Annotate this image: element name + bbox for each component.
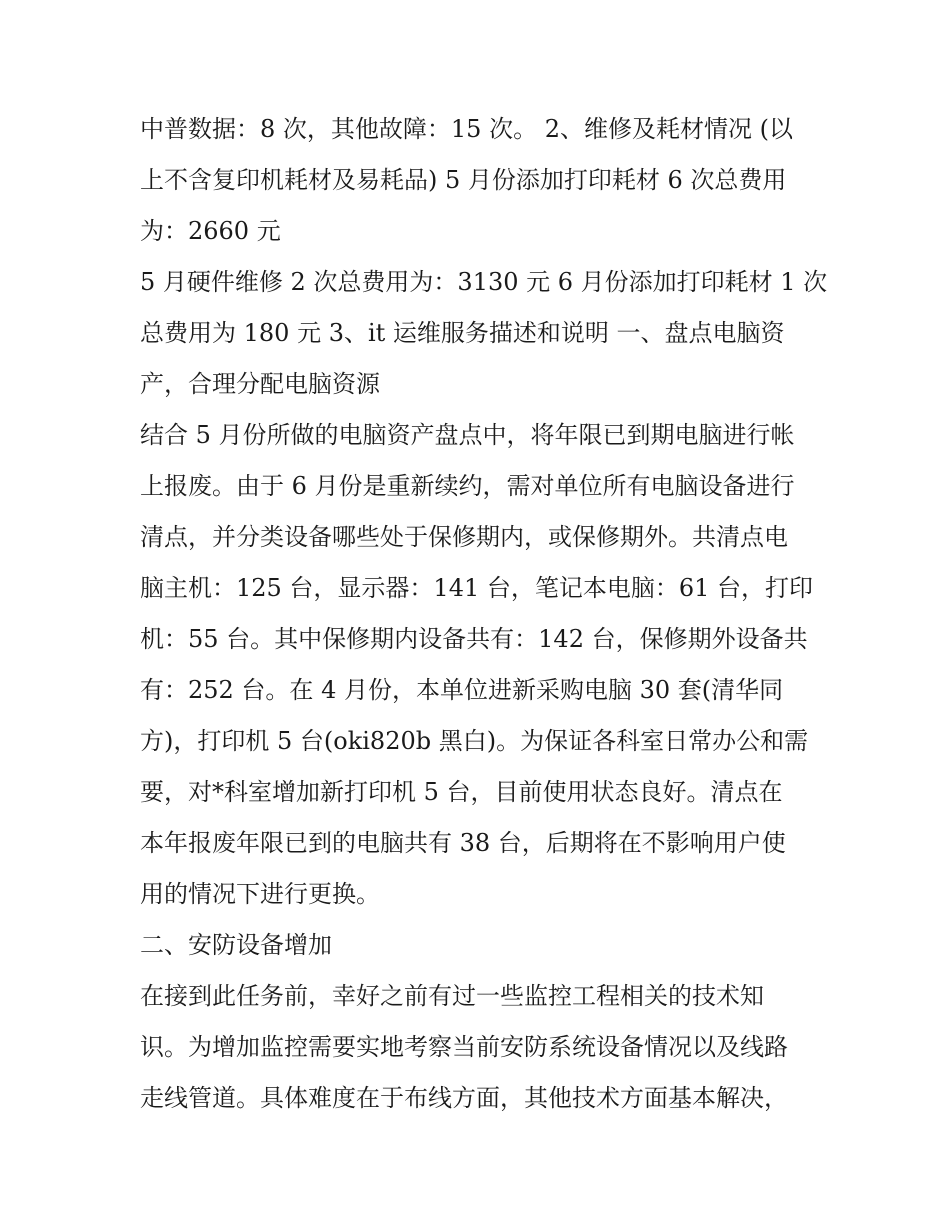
text-line: 方)，打印机 5 台(oki820b 黑白)。为保证各科室日常办公和需 [140, 727, 809, 755]
text-line: 上报废。由于 6 月份是重新续约，需对单位所有电脑设备进行 [140, 472, 795, 500]
text-line: 走线管道。具体难度在于布线方面，其他技术方面基本解决， [140, 1084, 788, 1112]
text-line: 为：2660 元 [140, 217, 281, 245]
text-line: 在接到此任务前，幸好之前有过一些监控工程相关的技术知 [140, 982, 764, 1010]
text-line: 识。为增加监控需要实地考察当前安防系统设备情况以及线路 [140, 1033, 788, 1061]
text-line: 用的情况下进行更换。 [140, 880, 380, 908]
text-line: 机：55 台。其中保修期内设备共有：142 台，保修期外设备共 [140, 625, 808, 653]
text-line: 产，合理分配电脑资源 [140, 370, 380, 398]
text-line: 清点，并分类设备哪些处于保修期内，或保修期外。共清点电 [140, 523, 788, 551]
text-line: 总费用为 180 元 3、it 运维服务描述和说明 一、盘点电脑资 [140, 319, 785, 347]
text-line: 上不含复印机耗材及易耗品) 5 月份添加打印耗材 6 次总费用 [140, 166, 787, 194]
text-line: 脑主机：125 台，显示器：141 台，笔记本电脑：61 台，打印 [140, 574, 814, 602]
text-line: 中普数据：8 次，其他故障：15 次。 2、维修及耗材情况 (以 [140, 115, 793, 143]
section-heading: 二、安防设备增加 [140, 931, 332, 959]
text-line: 本年报废年限已到的电脑共有 38 台，后期将在不影响用户使 [140, 829, 786, 857]
document-body [140, 104, 828, 1124]
text-line: 有：252 台。在 4 月份，本单位进新采购电脑 30 套(清华同 [140, 676, 784, 704]
text-line: 5 月硬件维修 2 次总费用为：3130 元 6 月份添加打印耗材 1 次 [140, 268, 828, 296]
text-line: 结合 5 月份所做的电脑资产盘点中，将年限已到期电脑进行帐 [140, 421, 795, 449]
text-line: 要，对*科室增加新打印机 5 台，目前使用状态良好。清点在 [140, 778, 783, 806]
